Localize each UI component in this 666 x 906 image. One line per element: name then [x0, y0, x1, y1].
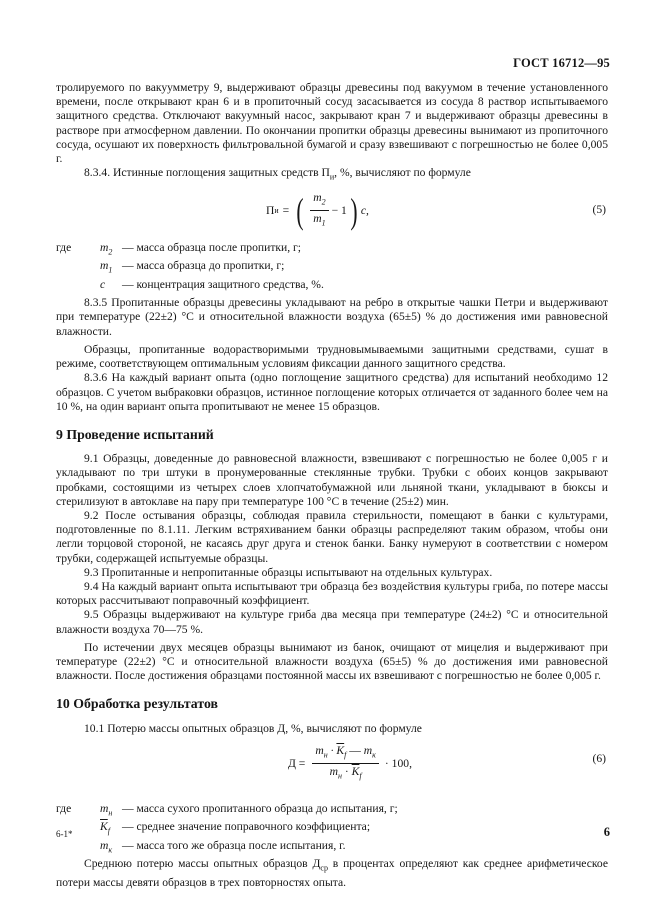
section-9-5-continued: По истечении двух месяцев образцы вынимают из банок, очищают от мицелия и выдерживают при температуре (22±2) °С и относительной влажности воздуха (65±5) % до достижения ими равновесной влажности. После достижения образцами постоянной массы их взвешивают с погрешностью не более 0,005 г. [56, 640, 608, 683]
equation-number: (6) [592, 751, 606, 765]
section-8-3-4: 8.3.4. Истинные поглощения защитных средств $П_и$, %, вычисляют по формуле [84, 166, 471, 182]
section-10-1: 10.1 Потерю массы опытных образцов Д, %, вычисляют по формуле [84, 721, 422, 735]
definition-row: где $m_2$ — масса образца после пропитки, г; [56, 240, 301, 257]
section-9-5: 9.5 Образцы выдерживают на культуре гриба два месяца при температуре (24±2) °С и относительной влажности воздуха 70—75 %. [56, 608, 608, 636]
definition-row: c — концентрация защитного средства, %. [100, 277, 324, 291]
fraction: $\frac{m_н \cdot \overline{K}_f — m_к}{m_н \cdot \overline{K}_f}$ [312, 744, 379, 784]
intro-paragraph: тролируемого по вакуумметру 9, выдерживают образцы древесины под вакуумом в течение установленного времени, после открывают кран 6 и в пропиточный сосуд засасывается из сосуда 8 раствор испытываемого защитного средства. Отключают вакуумный насос, закрывают кран 7 и выдерживают образцы древесины в растворе при атмосферном давлении. По окончании пропитки образцы древесины вынимают из пропиточного сосуда, осушают их поверхность фильтровальной бумагой и сразу взвешивают с погрешностью не более 0,005 г. [56, 81, 608, 166]
section-8-3-5-drying: Образцы, пропитанные водорастворимыми трудновымываемыми защитными средствами, сушат в режиме, соответствующем оптимальным условиям фиксации данного защитного средства. [56, 342, 608, 371]
definition-row: $\overline{K}_f$ — среднее значение поправочного коэффициента; [100, 820, 371, 836]
document-body [56, 81, 608, 890]
section-10-heading: 10 Обработка результатов [56, 696, 218, 712]
section-9-heading: 9 Проведение испытаний [56, 426, 214, 442]
section-9-1: 9.1 Образцы, доведенные до равновесной влажности, взвешивают с погрешностью не более 0,005 г и укладывают по три штуки в пронумерованные стеклянные трубки. Трубки с обоих концов закрывают пробками, состоящими из четырех слоев хлопчатобумажной или льняной ткани, укладывают в бюксы и стерилизуют в автоклаве на пару при температуре 100 °С в течение (25±2) мин. [56, 452, 608, 508]
formula-6-definitions [56, 802, 608, 858]
equation-number: (5) [592, 202, 606, 216]
page-number: 6 [603, 825, 610, 839]
definition-row: $m_1$ — масса образца до пропитки, г; [100, 259, 285, 275]
section-9-3: 9.3 Пропитанные и непропитанные образцы испытывают на отдельных культурах. [84, 565, 493, 579]
section-9-4: 9.4 На каждый вариант опыта испытывают три образца без воздействия культуры гриба, по потере массы которых рассчитывают поправочный коэффициент. [56, 579, 608, 608]
section-8-3-5: 8.3.5 Пропитанные образцы древесины укладывают на ребро в открытые чашки Петри и выдерживают при температуре (22±2) °С и относительной влажности воздуха (65±5) % до достижения ими равновесной влажности. [56, 296, 608, 338]
left-paren: ( [296, 190, 304, 231]
formula-5: П и = ( $\frac{m_2}{m_1}$ − 1 ) c, (5) [266, 190, 606, 231]
section-9-2: 9.2 После остывания образцы, соблюдая правила стерильности, помещают в банки с культурами, подготовленные по 8.1.11. Легким встряхиванием банки образцы распределяют таким образом, чтобы они легли торцовой стороной, не касаясь друг друга и стенок банки. Банку нумеруют в соответствии с номером трубки, содержащей испытуемые образцы. [56, 508, 608, 565]
right-paren: ) [350, 190, 358, 231]
section-10-average: Среднюю потерю массы опытных образцов $Д_{ср}$ в процентах определяют как среднее арифметическое потери массы девяти образцов в трех повторностях опыта. [56, 857, 608, 889]
fraction: $\frac{m_2}{m_1}$ [310, 191, 328, 231]
formula-5-definitions [56, 241, 608, 297]
document-header: ГОСТ 16712—95 [513, 56, 610, 70]
footer-print-mark: 6-1* [56, 829, 73, 839]
formula-6: Д = $\frac{m_н \cdot \overline{K}_f — m_к}{m_н \cdot \overline{K}_f}$ · 100, (6) [56, 740, 608, 800]
definition-row: $m_к$ — масса того же образца после испытания, г. [100, 838, 346, 855]
definition-row: где $m_н$ — масса сухого пропитанного образца до испытания, г; [56, 801, 398, 818]
section-8-3-6: 8.3.6 На каждый вариант опыта (одно поглощение защитного средства) для испытаний необходимо 12 образцов. С учетом выбраковки образцов, истинное поглощение которых отличается от заданного более чем на 10 %, на один вариант опыта пропитывают не менее 15 образцов. [56, 371, 608, 413]
